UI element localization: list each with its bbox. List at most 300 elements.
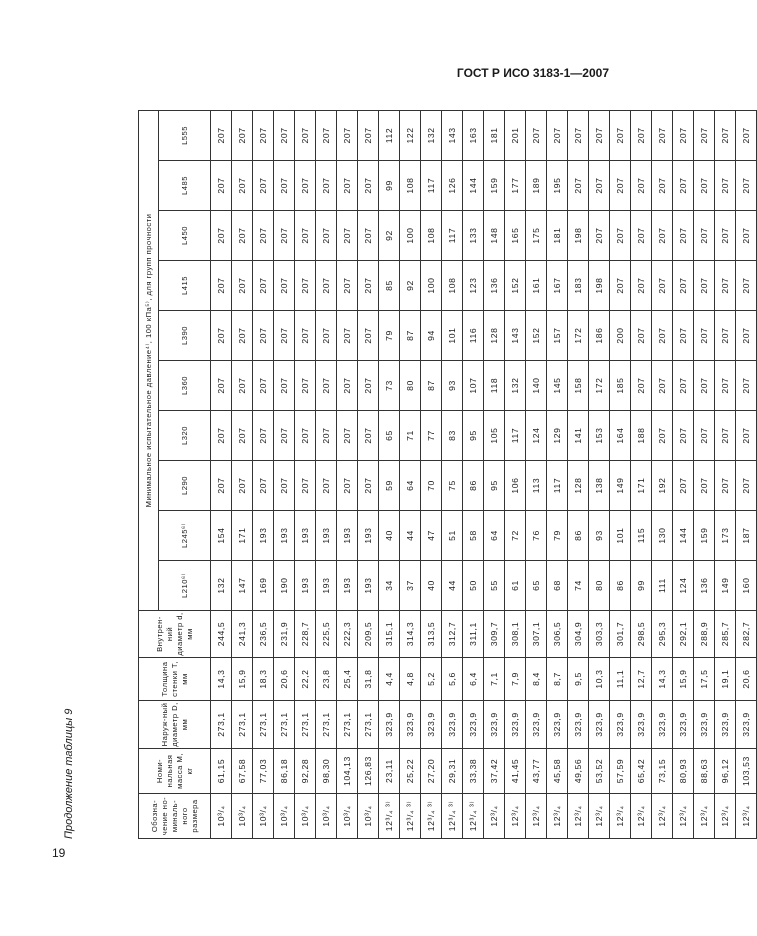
- table-row: [547, 110, 568, 838]
- pressure-cell: 207: [232, 211, 253, 261]
- outer-diameter-cell: 273,1: [274, 701, 295, 749]
- pressure-cell: 55: [484, 561, 505, 611]
- pressure-cell: 87: [421, 361, 442, 411]
- pressure-cell: 111: [652, 561, 673, 611]
- pressure-cell: 64: [400, 461, 421, 511]
- pressure-cell: 207: [652, 261, 673, 311]
- mass-cell: 23,11: [379, 749, 400, 794]
- pressure-cell: 207: [274, 211, 295, 261]
- pressure-cell: 153: [589, 411, 610, 461]
- inner-diameter-cell: 309,7: [484, 611, 505, 658]
- pressure-cell: 101: [610, 511, 631, 561]
- mass-cell: 103,53: [736, 749, 757, 794]
- table-row: [463, 110, 484, 838]
- pressure-cell: 171: [232, 511, 253, 561]
- pressure-cell: 117: [505, 411, 526, 461]
- pressure-cell: 207: [232, 361, 253, 411]
- pressure-cell: 37: [400, 561, 421, 611]
- pressure-cell: 207: [631, 161, 652, 211]
- wall-cell: 5,2: [421, 658, 442, 701]
- pressure-cell: 207: [673, 461, 694, 511]
- pressure-cell: 207: [211, 261, 232, 311]
- outer-diameter-cell: 273,1: [316, 701, 337, 749]
- table-row: [232, 110, 253, 838]
- wall-cell: 15,9: [673, 658, 694, 701]
- pressure-cell: 207: [232, 161, 253, 211]
- pressure-cell: 86: [463, 461, 484, 511]
- pressure-cell: 207: [673, 211, 694, 261]
- designation-cell: 12³/₄: [484, 794, 505, 839]
- pressure-cell: 207: [358, 461, 379, 511]
- outer-diameter-cell: 273,1: [358, 701, 379, 749]
- wall-cell: 12,7: [631, 658, 652, 701]
- table-row: [358, 110, 379, 838]
- col-header-wall: Толщина стенки T, мм: [139, 658, 211, 701]
- table-row: [652, 110, 673, 838]
- pressure-cell: 207: [211, 311, 232, 361]
- pressure-cell: 157: [547, 311, 568, 361]
- pressure-cell: 207: [610, 161, 631, 211]
- pressure-cell: 149: [715, 561, 736, 611]
- pressure-cell: 207: [232, 311, 253, 361]
- pressure-cell: 75: [442, 461, 463, 511]
- pressure-cell: 207: [295, 261, 316, 311]
- pressure-cell: 207: [652, 110, 673, 160]
- designation-cell: 12³/₄: [589, 794, 610, 839]
- outer-diameter-cell: 323,9: [631, 701, 652, 749]
- designation-cell: 12³/₄ ³⁾: [421, 794, 442, 839]
- pressure-cell: 160: [736, 561, 757, 611]
- pressure-cell: 145: [547, 361, 568, 411]
- pressure-cell: 207: [736, 161, 757, 211]
- outer-diameter-cell: 323,9: [736, 701, 757, 749]
- pressure-cell: 207: [631, 361, 652, 411]
- table-row: [673, 110, 694, 838]
- table-row: [211, 110, 232, 838]
- pressure-cell: 207: [736, 411, 757, 461]
- pressure-cell: 207: [337, 161, 358, 211]
- pressure-cell: 207: [337, 411, 358, 461]
- pressure-cell: 207: [211, 161, 232, 211]
- mass-cell: 37,42: [484, 749, 505, 794]
- wall-cell: 15,9: [232, 658, 253, 701]
- pressure-cell: 117: [442, 211, 463, 261]
- mass-cell: 33,38: [463, 749, 484, 794]
- inner-diameter-cell: 311,1: [463, 611, 484, 658]
- pressure-cell: 207: [358, 411, 379, 461]
- pressure-cell: 207: [337, 211, 358, 261]
- pressure-cell: 87: [400, 311, 421, 361]
- grade-header: L555: [159, 110, 211, 160]
- pressure-cell: 207: [652, 211, 673, 261]
- pressure-cell: 207: [715, 261, 736, 311]
- designation-cell: 12³/₄: [631, 794, 652, 839]
- pressure-cell: 132: [505, 361, 526, 411]
- pressure-cell: 207: [211, 110, 232, 160]
- pressure-cell: 92: [379, 211, 400, 261]
- pressure-cell: 207: [631, 110, 652, 160]
- col-header-outer-diameter: Наруж-ный диаметр D, мм: [139, 701, 211, 749]
- wall-cell: 20,6: [736, 658, 757, 701]
- pressure-cell: 207: [673, 411, 694, 461]
- wall-cell: 7,9: [505, 658, 526, 701]
- pressure-cell: 207: [610, 110, 631, 160]
- outer-diameter-cell: 323,9: [547, 701, 568, 749]
- wall-cell: 4,4: [379, 658, 400, 701]
- pressure-cell: 207: [358, 261, 379, 311]
- pressure-cell: 132: [421, 110, 442, 160]
- pressure-cell: 207: [295, 411, 316, 461]
- inner-diameter-cell: 231,9: [274, 611, 295, 658]
- table-row: [253, 110, 274, 838]
- pressure-cell: 159: [694, 511, 715, 561]
- pressure-table: [138, 110, 757, 839]
- pressure-cell: 207: [694, 261, 715, 311]
- pressure-cell: 161: [526, 261, 547, 311]
- inner-diameter-cell: 244,5: [211, 611, 232, 658]
- pressure-cell: 130: [652, 511, 673, 561]
- mass-cell: 92,28: [295, 749, 316, 794]
- mass-cell: 88,63: [694, 749, 715, 794]
- pressure-cell: 207: [253, 411, 274, 461]
- pressure-cell: 95: [484, 461, 505, 511]
- pressure-cell: 207: [673, 361, 694, 411]
- pressure-cell: 193: [295, 511, 316, 561]
- pressure-cell: 128: [484, 311, 505, 361]
- wall-cell: 8,4: [526, 658, 547, 701]
- pressure-cell: 122: [400, 110, 421, 160]
- inner-diameter-cell: 236,5: [253, 611, 274, 658]
- wall-cell: 8,7: [547, 658, 568, 701]
- pressure-cell: 164: [610, 411, 631, 461]
- wall-cell: 23,8: [316, 658, 337, 701]
- pressure-cell: 207: [358, 211, 379, 261]
- pressure-cell: 207: [736, 311, 757, 361]
- pressure-cell: 143: [505, 311, 526, 361]
- pressure-cell: 158: [568, 361, 589, 411]
- pressure-cell: 113: [526, 461, 547, 511]
- pressure-cell: 207: [211, 361, 232, 411]
- col-header-pressure-group: Минимальное испытательное давление⁴⁾, 100 кПа⁵⁾, для групп прочности: [139, 110, 159, 610]
- pressure-cell: 207: [358, 110, 379, 160]
- mass-cell: 126,83: [358, 749, 379, 794]
- pressure-cell: 207: [694, 361, 715, 411]
- pressure-cell: 190: [274, 561, 295, 611]
- table-row: [526, 110, 547, 838]
- designation-cell: 12³/₄ ³⁾: [463, 794, 484, 839]
- pressure-cell: 207: [316, 411, 337, 461]
- pressure-cell: 207: [316, 311, 337, 361]
- pressure-cell: 207: [211, 461, 232, 511]
- pressure-cell: 108: [400, 161, 421, 211]
- wall-cell: 11,1: [610, 658, 631, 701]
- pressure-cell: 129: [547, 411, 568, 461]
- wall-cell: 14,3: [211, 658, 232, 701]
- mass-cell: 45,58: [547, 749, 568, 794]
- outer-diameter-cell: 323,9: [526, 701, 547, 749]
- pressure-cell: 65: [379, 411, 400, 461]
- pressure-cell: 79: [547, 511, 568, 561]
- mass-cell: 43,77: [526, 749, 547, 794]
- wall-cell: 22,2: [295, 658, 316, 701]
- pressure-cell: 207: [358, 161, 379, 211]
- pressure-cell: 207: [715, 110, 736, 160]
- pressure-cell: 117: [421, 161, 442, 211]
- pressure-cell: 117: [547, 461, 568, 511]
- pressure-cell: 147: [232, 561, 253, 611]
- pressure-cell: 100: [421, 261, 442, 311]
- pressure-cell: 207: [316, 110, 337, 160]
- pressure-cell: 207: [610, 211, 631, 261]
- pressure-cell: 207: [232, 411, 253, 461]
- page-number: 19: [52, 846, 66, 860]
- pressure-cell: 192: [652, 461, 673, 511]
- wall-cell: 4,8: [400, 658, 421, 701]
- pressure-cell: 167: [547, 261, 568, 311]
- pressure-cell: 163: [463, 110, 484, 160]
- outer-diameter-cell: 323,9: [673, 701, 694, 749]
- pressure-cell: 94: [421, 311, 442, 361]
- wall-cell: 7,1: [484, 658, 505, 701]
- table-row: [505, 110, 526, 838]
- mass-cell: 29,31: [442, 749, 463, 794]
- designation-cell: 12³/₄: [610, 794, 631, 839]
- pressure-cell: 116: [463, 311, 484, 361]
- inner-diameter-cell: 307,1: [526, 611, 547, 658]
- pressure-cell: 141: [568, 411, 589, 461]
- pressure-cell: 207: [652, 361, 673, 411]
- table-row: [274, 110, 295, 838]
- pressure-cell: 207: [253, 161, 274, 211]
- wall-cell: 14,3: [652, 658, 673, 701]
- pressure-cell: 207: [589, 161, 610, 211]
- table-row: [568, 110, 589, 838]
- table-row: [589, 110, 610, 838]
- pressure-cell: 207: [253, 311, 274, 361]
- pressure-cell: 193: [253, 511, 274, 561]
- table-row: [316, 110, 337, 838]
- wall-cell: 6,4: [463, 658, 484, 701]
- pressure-cell: 201: [505, 110, 526, 160]
- outer-diameter-cell: 323,9: [379, 701, 400, 749]
- table-row: [442, 110, 463, 838]
- designation-cell: 12³/₄: [694, 794, 715, 839]
- inner-diameter-cell: 304,9: [568, 611, 589, 658]
- table-row: [400, 110, 421, 838]
- outer-diameter-cell: 323,9: [715, 701, 736, 749]
- designation-cell: 12³/₄: [568, 794, 589, 839]
- pressure-cell: 207: [274, 161, 295, 211]
- pressure-cell: 207: [274, 361, 295, 411]
- mass-cell: 77,03: [253, 749, 274, 794]
- outer-diameter-cell: 323,9: [568, 701, 589, 749]
- pressure-cell: 140: [526, 361, 547, 411]
- pressure-cell: 207: [274, 311, 295, 361]
- pressure-cell: 186: [589, 311, 610, 361]
- pressure-cell: 207: [694, 110, 715, 160]
- pressure-cell: 144: [673, 511, 694, 561]
- pressure-cell: 195: [547, 161, 568, 211]
- pressure-cell: 65: [526, 561, 547, 611]
- pressure-cell: 207: [253, 211, 274, 261]
- pressure-cell: 207: [253, 361, 274, 411]
- pressure-cell: 193: [358, 561, 379, 611]
- pressure-cell: 34: [379, 561, 400, 611]
- pressure-cell: 133: [463, 211, 484, 261]
- inner-diameter-cell: 285,7: [715, 611, 736, 658]
- pressure-cell: 44: [400, 511, 421, 561]
- pressure-cell: 207: [211, 411, 232, 461]
- pressure-cell: 76: [526, 511, 547, 561]
- outer-diameter-cell: 323,9: [442, 701, 463, 749]
- col-header-designation: Обозна-чение но-миналь-ного размера: [139, 794, 211, 839]
- pressure-cell: 79: [379, 311, 400, 361]
- pressure-cell: 207: [211, 211, 232, 261]
- pressure-cell: 207: [715, 361, 736, 411]
- pressure-cell: 136: [484, 261, 505, 311]
- mass-cell: 41,45: [505, 749, 526, 794]
- pressure-cell: 207: [652, 311, 673, 361]
- pressure-cell: 115: [631, 511, 652, 561]
- pressure-cell: 207: [316, 261, 337, 311]
- outer-diameter-cell: 323,9: [400, 701, 421, 749]
- pressure-cell: 51: [442, 511, 463, 561]
- pressure-cell: 152: [505, 261, 526, 311]
- pressure-cell: 77: [421, 411, 442, 461]
- designation-cell: 10³/₄: [295, 794, 316, 839]
- pressure-cell: 95: [463, 411, 484, 461]
- outer-diameter-cell: 273,1: [232, 701, 253, 749]
- designation-cell: 10³/₄: [316, 794, 337, 839]
- pressure-cell: 207: [295, 361, 316, 411]
- pressure-cell: 40: [421, 561, 442, 611]
- pressure-cell: 207: [694, 461, 715, 511]
- pressure-cell: 207: [526, 110, 547, 160]
- pressure-cell: 124: [673, 561, 694, 611]
- pressure-cell: 132: [211, 561, 232, 611]
- pressure-cell: 207: [673, 161, 694, 211]
- pressure-cell: 207: [316, 211, 337, 261]
- pressure-cell: 207: [253, 461, 274, 511]
- pressure-cell: 207: [568, 161, 589, 211]
- pressure-cell: 207: [295, 110, 316, 160]
- inner-diameter-cell: 303,3: [589, 611, 610, 658]
- pressure-cell: 193: [337, 561, 358, 611]
- pressure-cell: 193: [337, 511, 358, 561]
- pressure-cell: 207: [358, 311, 379, 361]
- inner-diameter-cell: 301,7: [610, 611, 631, 658]
- pressure-cell: 207: [295, 211, 316, 261]
- wall-cell: 10,3: [589, 658, 610, 701]
- pressure-cell: 207: [295, 161, 316, 211]
- designation-cell: 10³/₄: [211, 794, 232, 839]
- grade-header: L210⁶⁾: [159, 561, 211, 611]
- mass-cell: 67,58: [232, 749, 253, 794]
- inner-diameter-cell: 314,3: [400, 611, 421, 658]
- inner-diameter-cell: 315,1: [379, 611, 400, 658]
- mass-cell: 53,52: [589, 749, 610, 794]
- pressure-cell: 207: [715, 161, 736, 211]
- designation-cell: 10³/₄: [274, 794, 295, 839]
- mass-cell: 49,56: [568, 749, 589, 794]
- pressure-cell: 93: [589, 511, 610, 561]
- pressure-cell: 106: [505, 461, 526, 511]
- outer-diameter-cell: 323,9: [589, 701, 610, 749]
- pressure-cell: 175: [526, 211, 547, 261]
- pressure-cell: 198: [568, 211, 589, 261]
- pressure-cell: 112: [379, 110, 400, 160]
- table-continuation-label: Продолжение таблицы 9: [63, 708, 75, 839]
- pressure-cell: 207: [568, 110, 589, 160]
- outer-diameter-cell: 273,1: [253, 701, 274, 749]
- pressure-cell: 207: [589, 211, 610, 261]
- wall-cell: 9,5: [568, 658, 589, 701]
- pressure-cell: 72: [505, 511, 526, 561]
- pressure-cell: 207: [673, 261, 694, 311]
- pressure-cell: 207: [715, 311, 736, 361]
- pressure-cell: 207: [232, 110, 253, 160]
- wall-cell: 31,8: [358, 658, 379, 701]
- pressure-cell: 207: [253, 261, 274, 311]
- inner-diameter-cell: 241,3: [232, 611, 253, 658]
- pressure-cell: 100: [400, 211, 421, 261]
- table-row: [337, 110, 358, 838]
- outer-diameter-cell: 323,9: [652, 701, 673, 749]
- pressure-cell: 207: [316, 361, 337, 411]
- pressure-cell: 207: [295, 311, 316, 361]
- col-header-inner-diameter: Внутрен-ний диаметр d, мм: [139, 611, 211, 658]
- pressure-cell: 99: [379, 161, 400, 211]
- designation-cell: 10³/₄: [232, 794, 253, 839]
- outer-diameter-cell: 323,9: [484, 701, 505, 749]
- inner-diameter-cell: 312,7: [442, 611, 463, 658]
- pressure-cell: 207: [673, 311, 694, 361]
- mass-cell: 98,30: [316, 749, 337, 794]
- table-row: [610, 110, 631, 838]
- pressure-cell: 207: [274, 261, 295, 311]
- outer-diameter-cell: 323,9: [505, 701, 526, 749]
- pressure-cell: 207: [631, 261, 652, 311]
- outer-diameter-cell: 323,9: [463, 701, 484, 749]
- pressure-cell: 173: [715, 511, 736, 561]
- table-row: [736, 110, 757, 838]
- pressure-cell: 207: [736, 461, 757, 511]
- pressure-cell: 61: [505, 561, 526, 611]
- inner-diameter-cell: 222,3: [337, 611, 358, 658]
- pressure-cell: 70: [421, 461, 442, 511]
- pressure-cell: 83: [442, 411, 463, 461]
- outer-diameter-cell: 273,1: [211, 701, 232, 749]
- pressure-cell: 207: [358, 361, 379, 411]
- grade-header: L290: [159, 461, 211, 511]
- wall-cell: 18,3: [253, 658, 274, 701]
- table-row: [484, 110, 505, 838]
- pressure-cell: 86: [610, 561, 631, 611]
- pressure-cell: 207: [337, 461, 358, 511]
- pressure-cell: 207: [652, 161, 673, 211]
- pressure-cell: 207: [589, 110, 610, 160]
- inner-diameter-cell: 292,1: [673, 611, 694, 658]
- mass-cell: 96,12: [715, 749, 736, 794]
- table-row: [631, 110, 652, 838]
- pressure-cell: 165: [505, 211, 526, 261]
- pressure-cell: 200: [610, 311, 631, 361]
- inner-diameter-cell: 313,5: [421, 611, 442, 658]
- pressure-cell: 207: [337, 110, 358, 160]
- inner-diameter-cell: 288,9: [694, 611, 715, 658]
- mass-cell: 61,15: [211, 749, 232, 794]
- wall-cell: 25,4: [337, 658, 358, 701]
